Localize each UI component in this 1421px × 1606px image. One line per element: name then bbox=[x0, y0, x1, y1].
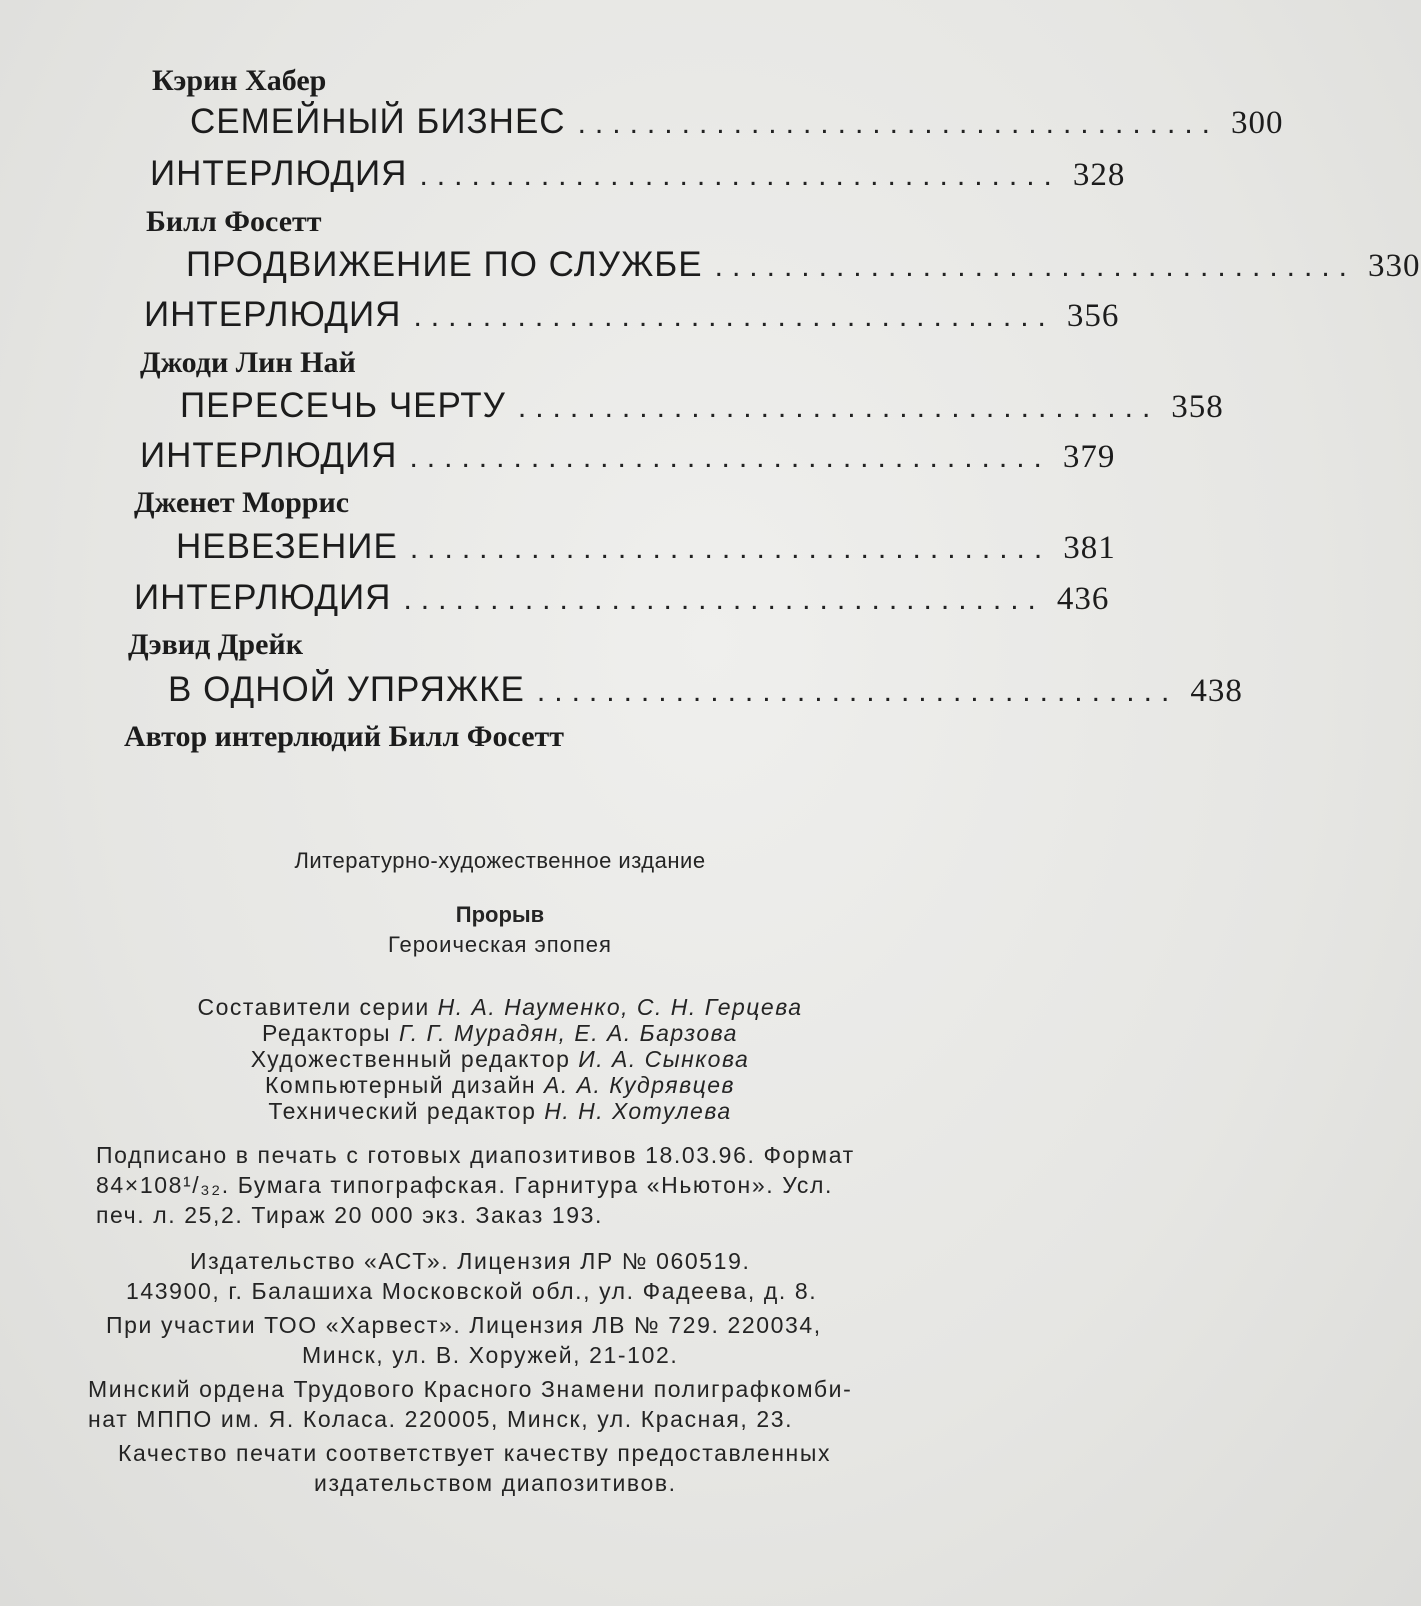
credit-role: Художественный редактор bbox=[250, 1046, 571, 1072]
leader-dots: ..................................... bbox=[536, 675, 1179, 708]
interludes-author: Автор интерлюдий Билл Фосетт bbox=[124, 720, 565, 753]
print-info bbox=[96, 1140, 855, 1230]
partner-line: Минск, ул. В. Хоружей, 21-102. bbox=[302, 1342, 679, 1368]
quality-line: Качество печати соответствует качеству предоставленных bbox=[118, 1440, 832, 1466]
toc-entry bbox=[144, 295, 1120, 335]
leader-dots: ..................................... bbox=[419, 159, 1061, 192]
credit-role: Составители серии bbox=[197, 994, 430, 1020]
toc-entry-title: ИНТЕРЛЮДИЯ bbox=[150, 154, 408, 193]
toc-page-number: 438 bbox=[1190, 673, 1243, 709]
toc-page-number: 330 bbox=[1368, 248, 1421, 284]
printer-line: Минский ордена Трудового Красного Знамени полиграфкомби- bbox=[88, 1376, 853, 1402]
quality-line: издательством диапозитивов. bbox=[314, 1470, 677, 1496]
toc-entry-title: В ОДНОЙ УПРЯЖКЕ bbox=[168, 670, 525, 709]
printer-info bbox=[88, 1374, 852, 1434]
toc-entry bbox=[190, 102, 1284, 142]
publisher-line: Издательство «АСТ». Лицензия ЛР № 060519. bbox=[190, 1248, 751, 1274]
toc-entry bbox=[186, 245, 1421, 285]
toc-entry-title: ИНТЕРЛЮДИЯ bbox=[134, 578, 392, 617]
toc-author: Кэрин Хабер bbox=[152, 64, 327, 97]
toc-author: Джоди Лин Най bbox=[140, 346, 356, 379]
toc-entry bbox=[140, 436, 1116, 476]
print-info-line: 84×108¹/₃₂. Бумага типографская. Гарнитура «Ньютон». Усл. bbox=[96, 1172, 833, 1198]
genre: Литературно-художественное издание bbox=[294, 848, 706, 873]
printer-line: нат МППО им. Я. Коласа. 220005, Минск, ул. Красная, 23. bbox=[88, 1406, 794, 1432]
leader-dots: ..................................... bbox=[577, 107, 1219, 140]
leader-dots: ..................................... bbox=[517, 391, 1160, 424]
partner-info bbox=[106, 1310, 822, 1370]
leader-dots: ..................................... bbox=[413, 300, 1055, 333]
partner-line: При участии ТОО «Харвест». Лицензия ЛВ № 729. 220034, bbox=[106, 1312, 822, 1338]
leader-dots: ..................................... bbox=[714, 250, 1357, 283]
credit-role: Компьютерный дизайн bbox=[264, 1072, 537, 1098]
credit-name: Г. Г. Мурадян, Е. А. Барзова bbox=[398, 1020, 738, 1046]
toc-author: Билл Фосетт bbox=[146, 205, 322, 238]
toc-entry-title: СЕМЕЙНЫЙ БИЗНЕС bbox=[190, 102, 566, 141]
credit-name: Н. А. Науменко, С. Н. Герцева bbox=[437, 994, 803, 1020]
publisher-line: 143900, г. Балашиха Московской обл., ул. Фадеева, д. 8. bbox=[126, 1278, 818, 1304]
credit-line bbox=[0, 1046, 1000, 1073]
credit-role: Редакторы bbox=[262, 1020, 392, 1046]
toc-entry bbox=[180, 386, 1224, 426]
toc-page-number: 328 bbox=[1072, 157, 1126, 193]
toc-author: Дэвид Дрейк bbox=[128, 628, 303, 661]
toc-page-number: 381 bbox=[1063, 530, 1116, 566]
toc-entry-title: ПРОДВИЖЕНИЕ ПО СЛУЖБЕ bbox=[186, 245, 703, 284]
credit-name: И. А. Сынкова bbox=[578, 1046, 750, 1072]
book-title: Прорыв bbox=[455, 902, 545, 927]
toc-page-number: 436 bbox=[1056, 581, 1110, 617]
toc-entry bbox=[150, 154, 1126, 194]
toc-entry-title: НЕВЕЗЕНИЕ bbox=[176, 527, 398, 566]
leader-dots: ..................................... bbox=[409, 532, 1052, 565]
toc-entry bbox=[168, 670, 1243, 710]
book-subtitle: Героическая эпопея bbox=[388, 932, 612, 957]
print-info-line: печ. л. 25,2. Тираж 20 000 экз. Заказ 193. bbox=[96, 1202, 604, 1228]
toc-page-number: 358 bbox=[1171, 389, 1224, 425]
toc-page-number: 300 bbox=[1231, 105, 1284, 141]
print-info-line: Подписано в печать с готовых диапозитивов 18.03.96. Формат bbox=[96, 1142, 855, 1168]
toc-entry bbox=[176, 527, 1116, 567]
credit-name: Н. Н. Хотулева bbox=[544, 1098, 732, 1124]
toc-entry-title: ИНТЕРЛЮДИЯ bbox=[144, 295, 402, 334]
toc-entry bbox=[134, 578, 1110, 618]
toc-page-number: 356 bbox=[1066, 298, 1120, 334]
toc-entry-title: ИНТЕРЛЮДИЯ bbox=[140, 436, 398, 475]
publisher-info bbox=[126, 1246, 818, 1306]
credit-line bbox=[0, 1072, 1000, 1099]
credit-line bbox=[0, 1020, 1000, 1047]
credit-name: А. А. Кудрявцев bbox=[544, 1072, 736, 1098]
leader-dots: ..................................... bbox=[409, 441, 1051, 474]
toc-author: Дженет Моррис bbox=[134, 486, 350, 519]
credit-line bbox=[0, 1098, 1000, 1125]
leader-dots: ..................................... bbox=[403, 583, 1045, 616]
credit-line bbox=[0, 994, 1000, 1021]
credit-role: Технический редактор bbox=[268, 1098, 537, 1124]
toc-page-number: 379 bbox=[1062, 439, 1116, 475]
toc-entry-title: ПЕРЕСЕЧЬ ЧЕРТУ bbox=[180, 386, 506, 425]
quality-note bbox=[118, 1438, 831, 1498]
